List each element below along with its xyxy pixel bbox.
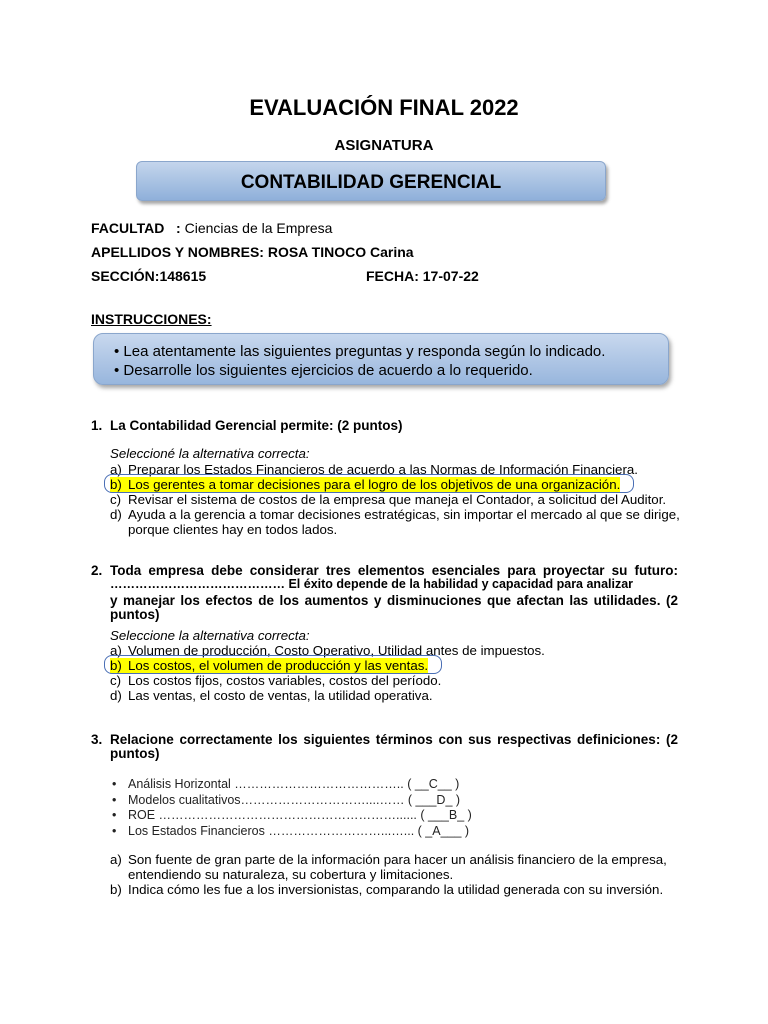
q1-option-c: c) Revisar el sistema de costos de la empresa que maneja el Contador, a solicitud del Auditor. <box>110 492 667 507</box>
term-item: • Los Estados Financieros ………………………...…... ( _A___ ) <box>112 824 470 838</box>
question-3-line-1: Relacione correctamente los siguientes términos con sus respectivas definiciones: (2 <box>110 732 678 747</box>
q3-definition-a-continued: entendiendo su naturaleza, su cobertura y limitaciones. <box>128 867 454 882</box>
question-2-line-2: …………………………………… El éxito depende de la habilidad y capacidad para analizar <box>110 577 634 591</box>
question-2-line-3: y manejar los efectos de los aumentos y disminuciones que afectan las utilidades. (2 <box>110 593 678 608</box>
q2-option-c: c) Los costos fijos, costos variables, costos del período. <box>110 673 442 688</box>
q1-option-b: b) Los gerentes a tomar decisiones para el logro de los objetivos de una organización. <box>110 477 621 492</box>
instruction-item: • Desarrolle los siguientes ejercicios de acuerdo a lo requerido. <box>114 362 533 379</box>
answer-circle <box>104 474 634 493</box>
section-number: SECCIÓN:148615 <box>91 268 207 284</box>
instructions-label: INSTRUCCIONES: <box>91 311 212 327</box>
q2-option-b: b) Los costos, el volumen de producción y las ventas. <box>110 658 429 673</box>
subject-banner: CONTABILIDAD GERENCIAL <box>136 161 606 201</box>
question-3-number: 3. <box>91 732 103 747</box>
q1-option-d: d) Ayuda a la gerencia a tomar decisiones estratégicas, sin importar el mercado al que se dirige, <box>110 507 680 522</box>
term-item: • Análisis Horizontal ………………………………….. ( __C__ ) <box>112 777 460 791</box>
answer-circle <box>104 655 442 674</box>
question-2-line-1: Toda empresa debe considerar tres elementos esenciales para proyectar su futuro: <box>110 563 678 578</box>
q1-option-a: a) Preparar los Estados Financieros de acuerdo a las Normas de Información Financiera. <box>110 462 638 477</box>
question-3-line-2: puntos) <box>110 746 160 761</box>
question-1-prompt: Seleccioné la alternativa correcta: <box>110 446 310 461</box>
instruction-item: • Lea atentamente las siguientes preguntas y responda según lo indicado. <box>114 343 606 360</box>
exam-date: FECHA: 17-07-22 <box>366 268 479 284</box>
q2-option-d: d) Las ventas, el costo de ventas, la utilidad operativa. <box>110 688 433 703</box>
instructions-box <box>93 333 669 385</box>
q3-definition-b: b) Indica cómo les fue a los inversionistas, comparando la utilidad generada con su inversión. <box>110 882 664 897</box>
q2-option-a: a) Volumen de producción, Costo Operativo, Utilidad antes de impuestos. <box>110 643 545 658</box>
document-title: EVALUACIÓN FINAL 2022 <box>249 95 519 120</box>
question-2-prompt: Seleccione la alternativa correcta: <box>110 628 310 643</box>
subject-label: ASIGNATURA <box>334 137 434 154</box>
question-1-text: La Contabilidad Gerencial permite: (2 puntos) <box>110 418 403 433</box>
facultad-row <box>91 220 332 236</box>
student-name: APELLIDOS Y NOMBRES: ROSA TINOCO Carina <box>91 244 414 260</box>
question-2-number: 2. <box>91 563 103 578</box>
q3-definition-a: a) Son fuente de gran parte de la información para hacer un análisis financiero de la empresa, <box>110 852 667 867</box>
facultad-label: FACULTAD <box>91 220 165 236</box>
question-1-number: 1. <box>91 418 103 433</box>
term-item: • Modelos cualitativos…………………………....…… ( ___D_ ) <box>112 793 461 807</box>
term-item: • ROE …………………………………………………...... ( ___B_ ) <box>112 808 472 822</box>
question-2-line-4: puntos) <box>110 607 160 622</box>
q1-option-d-continued: porque clientes hay en todos lados. <box>128 522 338 537</box>
facultad-separator: : <box>176 220 181 236</box>
facultad-value: Ciencias de la Empresa <box>184 220 333 236</box>
